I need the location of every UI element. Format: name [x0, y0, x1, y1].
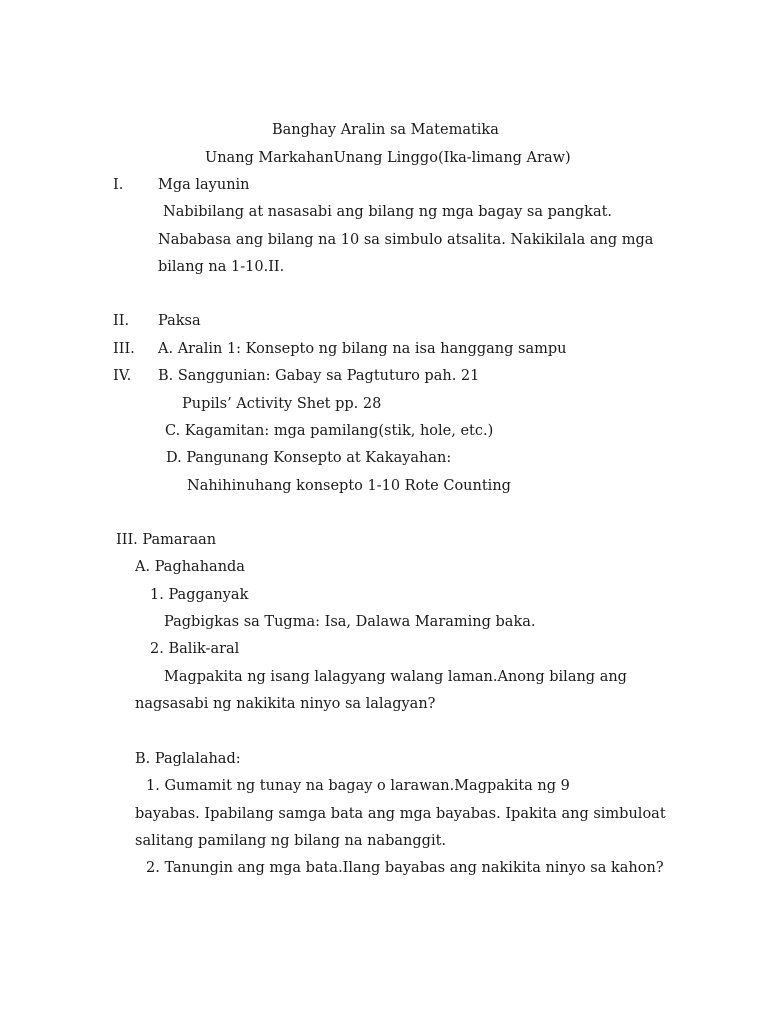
- section-heading-subject: Paksa: [158, 313, 201, 329]
- procedure-motivation: 1. Pagganyak: [150, 587, 249, 603]
- section-number: II.: [113, 313, 130, 329]
- section-number: I.: [113, 177, 124, 193]
- procedure-review: 2. Balik-aral: [150, 641, 240, 657]
- subject-concepts-detail: Nahihinuhang konsepto 1-10 Rote Counting: [187, 478, 511, 494]
- objective-line: bilang na 1-10.II.: [158, 259, 285, 275]
- procedure-presentation: B. Paglalahad:: [135, 751, 241, 767]
- procedure-presentation-step: 1. Gumamit ng tunay na bagay o larawan.Magpakita ng 9: [146, 778, 570, 794]
- section-number: IV.: [113, 368, 132, 384]
- procedure-presentation-step: salitang pamilang ng bilang na nabanggit.: [135, 833, 447, 849]
- procedure-motivation-text: Pagbigkas sa Tugma: Isa, Dalawa Maraming baka.: [164, 614, 536, 630]
- section-heading-procedure: III. Pamaraan: [116, 532, 217, 548]
- subject-lesson: A. Aralin 1: Konsepto ng bilang na isa hanggang sampu: [158, 341, 567, 357]
- objective-line: Nabibilang at nasasabi ang bilang ng mga bagay sa pangkat.: [163, 204, 613, 220]
- subject-reference-activity-sheet: Pupils’ Activity Shet pp. 28: [182, 396, 382, 412]
- procedure-presentation-step: bayabas. Ipabilang samga bata ang mga bayabas. Ipakita ang simbuloat: [135, 806, 666, 822]
- document-subtitle: Unang MarkahanUnang Linggo(Ika-limang Araw): [205, 150, 571, 166]
- subject-materials: C. Kagamitan: mga pamilang(stik, hole, etc.): [165, 423, 494, 439]
- subject-reference: B. Sanggunian: Gabay sa Pagtuturo pah. 21: [158, 368, 480, 384]
- procedure-preparation: A. Paghahanda: [135, 559, 245, 575]
- document-title: Banghay Aralin sa Matematika: [272, 122, 499, 138]
- objective-line: Nababasa ang bilang na 10 sa simbulo atsalita. Nakikilala ang mga: [158, 232, 654, 248]
- procedure-review-text: Magpakita ng isang lalagyang walang laman.Anong bilang ang: [164, 669, 627, 685]
- procedure-review-text: nagsasabi ng nakikita ninyo sa lalagyan?: [135, 696, 436, 712]
- procedure-presentation-step: 2. Tanungin ang mga bata.Ilang bayabas ang nakikita ninyo sa kahon?: [146, 860, 664, 876]
- subject-concepts: D. Pangunang Konsepto at Kakayahan:: [166, 450, 452, 466]
- section-heading-objectives: Mga layunin: [158, 177, 250, 193]
- section-number: III.: [113, 341, 135, 357]
